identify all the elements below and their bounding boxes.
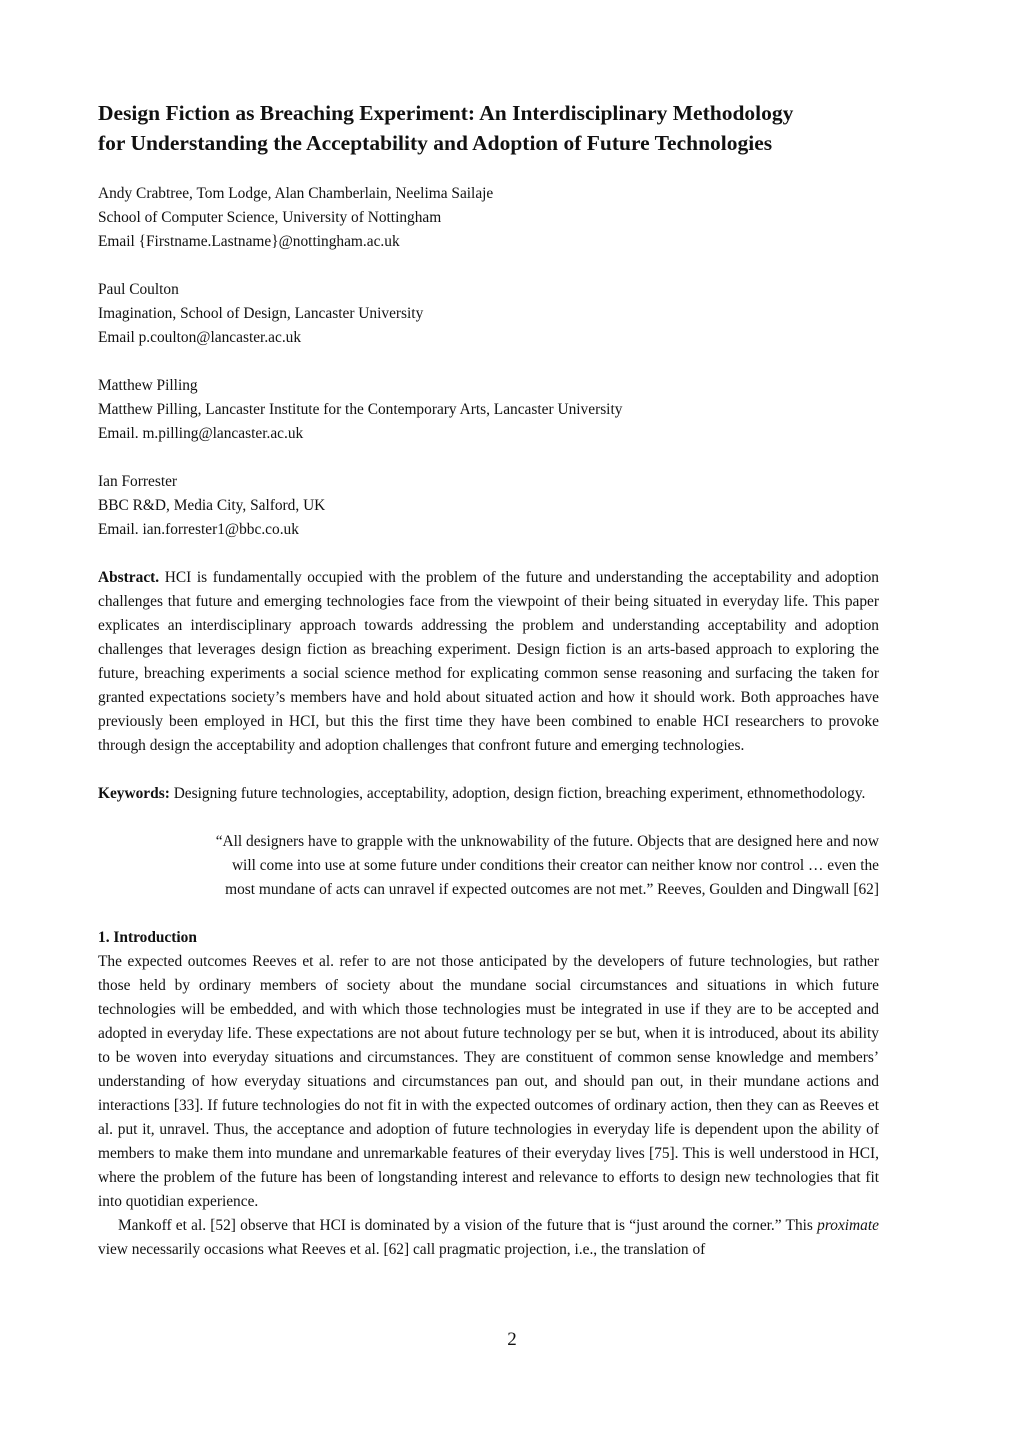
section-heading: 1. Introduction <box>98 929 197 946</box>
author-institution: Imagination, School of Design, Lancaster University <box>98 305 424 322</box>
author-names: Matthew Pilling <box>98 377 198 394</box>
paper-title <box>98 98 879 158</box>
affiliation-block-4 <box>98 470 879 542</box>
affiliation-block-2 <box>98 278 879 350</box>
author-names: Ian Forrester <box>98 473 178 490</box>
title-line-2: for Understanding the Acceptability and Adoption of Future Technologies <box>98 131 773 155</box>
keywords-label: Keywords: <box>98 785 170 802</box>
body-paragraph-1: The expected outcomes Reeves et al. refer to are not those anticipated by the developers of future technologies, but rather those held by ordinary members of society about the mundane social circumstances and situations in which future technologies will be embedded, and with which those technologies must be integrated in use if they are to be accepted and adopted in everyday life. These expectations are not about future technology per se but, when it is introduced, about its ability to be woven into everyday situations and circumstances. They are constituent of common sense knowledge and members’ understanding of how everyday situations and circumstances pan out, and should pan out, in their mundane actions and interactions [33]. If future technologies do not fit in with the expected outcomes of ordinary action, then they can as Reeves et al. put it, unravel. Thus, the acceptance and adoption of future technologies in everyday life is dependent upon the ability of members to make them into mundane and unremarkable features of their everyday lives [75]. This is well understood in HCI, where the problem of the future has been of longstanding interest and relevance to efforts to design new technologies that fit into quotidian experience. <box>98 953 879 1210</box>
title-line-1: Design Fiction as Breaching Experiment: An Interdisciplinary Methodology <box>98 101 794 125</box>
affiliation-block-1 <box>98 182 879 254</box>
page-number: 2 <box>507 1329 517 1350</box>
author-names: Andy Crabtree, Tom Lodge, Alan Chamberlain, Neelima Sailaje <box>98 185 494 202</box>
affiliation-block-3 <box>98 374 879 446</box>
abstract-label: Abstract. <box>98 569 160 586</box>
emphasis-proximate: proximate <box>817 1217 879 1234</box>
keywords-text: Designing future technologies, acceptability, adoption, design fiction, breaching experiment, ethnomethodology. <box>173 785 866 802</box>
author-names: Paul Coulton <box>98 281 179 298</box>
epigraph-quote <box>98 830 879 902</box>
keywords <box>98 782 879 806</box>
author-institution: School of Computer Science, University of Nottingham <box>98 209 442 226</box>
paragraph-2-end: view necessarily occasions what Reeves et al. [62] call pragmatic projection, i.e., the translation of <box>98 1241 706 1258</box>
author-email: Email. m.pilling@lancaster.ac.uk <box>98 425 304 442</box>
author-institution: BBC R&D, Media City, Salford, UK <box>98 497 326 514</box>
body-paragraph-2 <box>98 1214 879 1262</box>
author-email: Email. ian.forrester1@bbc.co.uk <box>98 521 299 538</box>
abstract-text: HCI is fundamentally occupied with the problem of the future and understanding the acceptability and adoption challenges that future and emerging technologies face from the viewpoint of their being situated in everyday life. This paper explicates an interdisciplinary approach towards addressing the problem and understanding acceptability and adoption challenges that leverages design fiction as breaching experiment. Design fiction is an arts-based approach to exploring the future, breaching experiments a social science method for explicating common sense reasoning and surfacing the taken for granted expectations society’s members have and hold about situated action and how it should work. Both approaches have previously been employed in HCI, but this the first time they have been combined to enable HCI researchers to provoke through design the acceptability and adoption challenges that confront future and emerging technologies. <box>98 569 879 754</box>
paragraph-2-start: Mankoff et al. [52] observe that HCI is dominated by a vision of the future that is “just around the corner.” This <box>118 1217 813 1234</box>
quote-line-2: will come into use at some future under conditions their creator can neither know nor control … even the <box>231 857 879 874</box>
quote-line-1: “All designers have to grapple with the unknowability of the future. Objects that are designed here and now <box>215 833 879 850</box>
author-email: Email p.coulton@lancaster.ac.uk <box>98 329 302 346</box>
quote-line-3: most mundane of acts can unravel if expected outcomes are not met.” Reeves, Goulden and Dingwall [62] <box>225 881 879 898</box>
author-institution: Matthew Pilling, Lancaster Institute for the Contemporary Arts, Lancaster University <box>98 401 623 418</box>
abstract <box>98 566 879 758</box>
author-email: Email {Firstname.Lastname}@nottingham.ac.uk <box>98 233 400 250</box>
